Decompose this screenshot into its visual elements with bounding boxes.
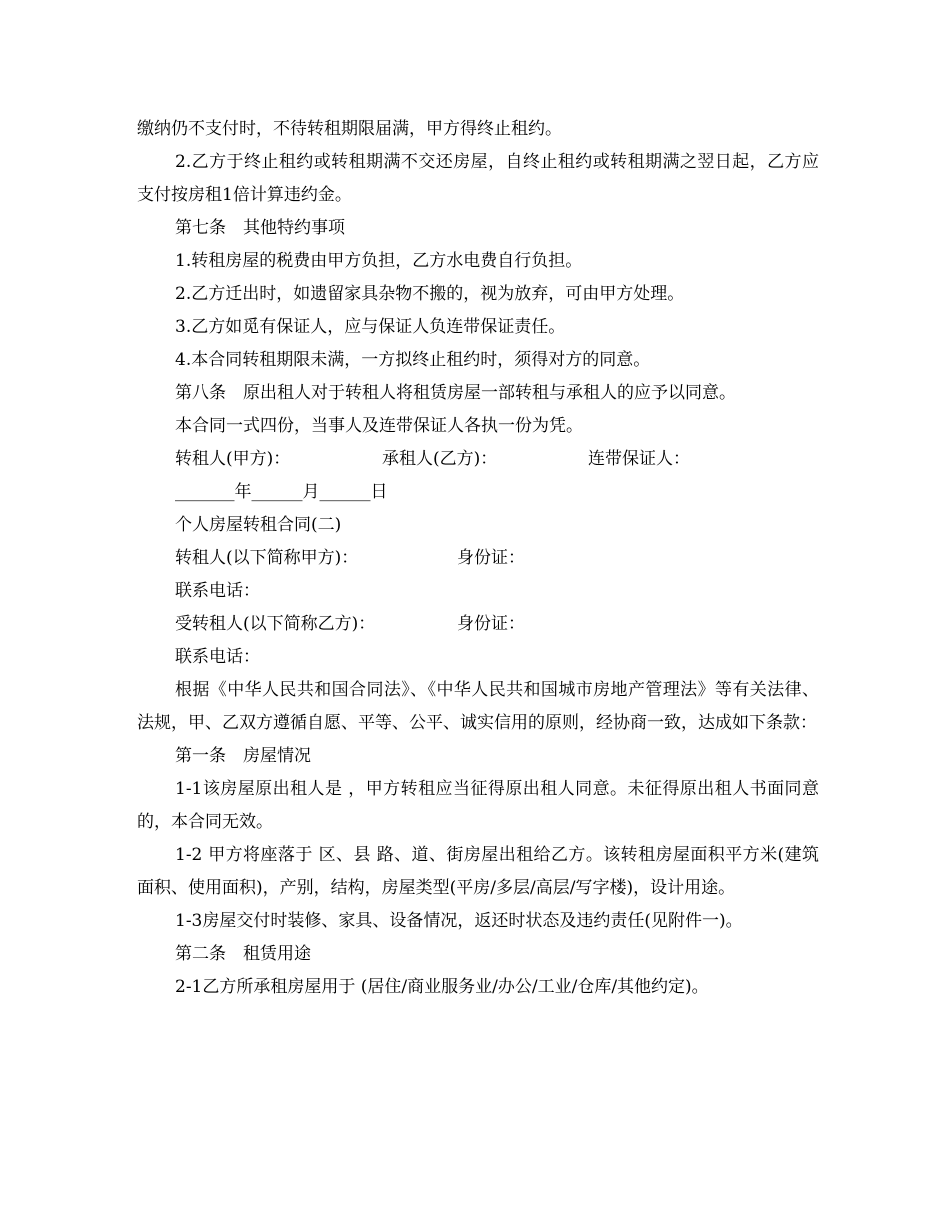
party-a-row xyxy=(137,542,819,575)
party-a-id-label: 身份证： xyxy=(457,548,525,568)
copies-clause: 本合同一式四份，当事人及连带保证人各执一份为凭。 xyxy=(175,416,583,436)
article-7-item-3: 3.乙方如觅有保证人，应与保证人负连带保证责任。 xyxy=(175,317,566,337)
article-1-heading: 第一条 房屋情况 xyxy=(175,746,311,766)
article-7-item-4: 4.本合同转租期限未满，一方拟终止租约时，须得对方的同意。 xyxy=(175,350,651,370)
signature-guarantor: 连带保证人： xyxy=(588,449,690,469)
contract-2-title: 个人房屋转租合同(二) xyxy=(175,515,342,535)
party-b-label: 受转租人(以下简称乙方)： xyxy=(175,614,376,634)
party-a-phone: 联系电话： xyxy=(175,581,260,601)
party-b-row xyxy=(137,608,819,641)
paragraph-penalty: 2.乙方于终止租约或转租期满不交还房屋，自终止租约或转租期满之翌日起，乙方应支付按房租1倍计算违约金。 xyxy=(137,152,819,205)
document-body xyxy=(137,113,819,1004)
party-a-label: 转租人(以下简称甲方)： xyxy=(175,548,359,568)
paragraph-line: 缴纳仍不支付时，不待转租期限届满，甲方得终止租约。 xyxy=(137,119,562,139)
article-7-item-1: 1.转租房屋的税费由甲方负担，乙方水电费自行负担。 xyxy=(175,251,583,271)
party-b-id-label: 身份证： xyxy=(457,614,525,634)
article-7-heading: 第七条 其他特约事项 xyxy=(175,218,345,238)
article-1-1: 1-1该房屋原出租人是 ，甲方转租应当征得原出租人同意。未征得原出租人书面同意的，本合同无效。 xyxy=(137,779,819,832)
article-1-2: 1-2 甲方将座落于 区、县 路、道、街房屋出租给乙方。该转租房屋面积平方米(建筑面积、使用面积)，产别，结构，房屋类型(平房/多层/高层/写字楼)，设计用途。 xyxy=(137,845,819,898)
signature-row xyxy=(137,443,819,476)
article-1-3: 1-3房屋交付时装修、家具、设备情况，返还时状态及违约责任(见附件一)。 xyxy=(175,911,743,931)
signature-sublessor: 转租人(甲方)： xyxy=(175,449,291,469)
article-8: 第八条 原出租人对于转租人将租赁房屋一部转租与承租人的应予以同意。 xyxy=(175,383,736,403)
preamble: 根据《中华人民共和国合同法》、《中华人民共和国城市房地产管理法》等有关法律、法规，甲、乙双方遵循自愿、平等、公平、诚实信用的原则，经协商一致，达成如下条款： xyxy=(137,680,819,733)
date-line: _______年______月______日 xyxy=(175,482,388,502)
article-2-1: 2-1乙方所承租房屋用于 (居住/商业服务业/办公/工业/仓库/其他约定)。 xyxy=(175,977,709,997)
article-7-item-2: 2.乙方迁出时，如遗留家具杂物不搬的，视为放弃，可由甲方处理。 xyxy=(175,284,685,304)
signature-lessee: 承租人(乙方)： xyxy=(382,449,498,469)
party-b-phone: 联系电话： xyxy=(175,647,260,667)
article-2-heading: 第二条 租赁用途 xyxy=(175,944,311,964)
